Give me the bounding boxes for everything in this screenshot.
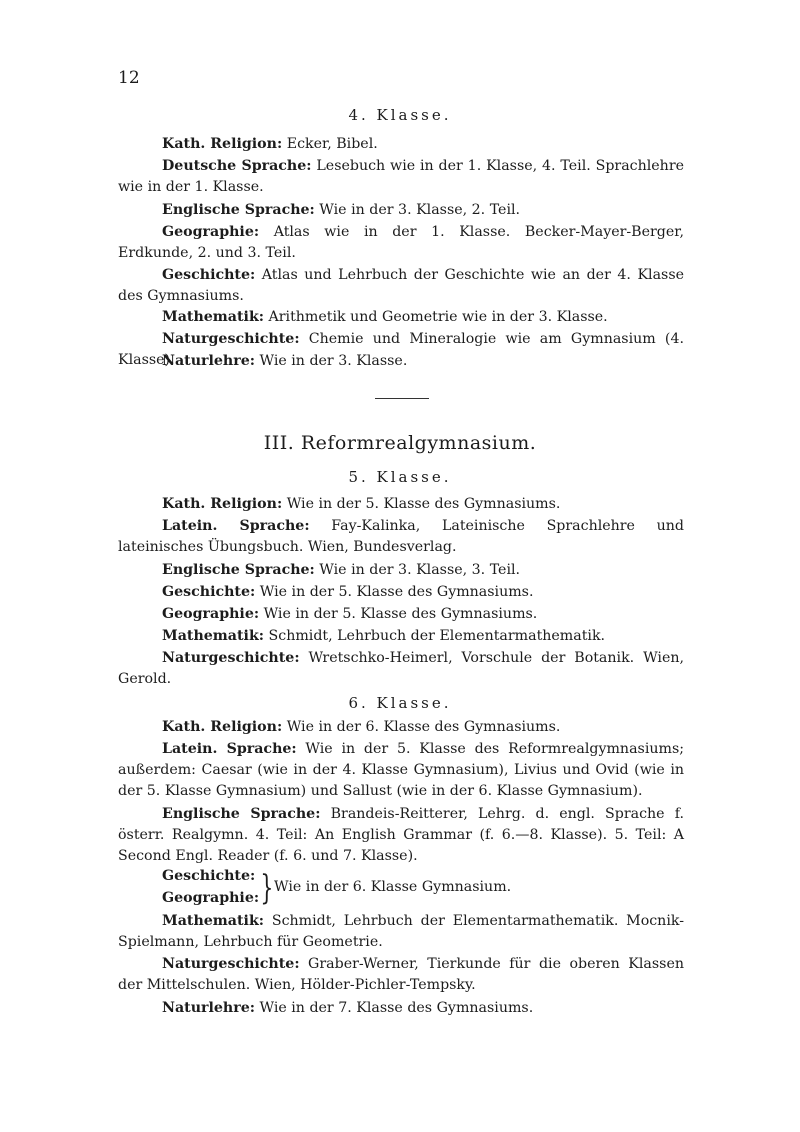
section-divider <box>375 398 429 399</box>
entry-label: Englische Sprache: <box>162 806 321 822</box>
entry-text: Ecker, Bibel. <box>282 136 378 152</box>
entry-text: Wie in der 5. Klasse des Reformrealgymnasiums; außerdem: Caesar (wie in der 4. Klasse Gymnasium), Livius und Ovid (wie in der 5. Klasse Gymnasium) und Sallust (wie in der 6. Klasse Gymnasium). <box>118 741 685 799</box>
entry-naturgeschichte <box>118 954 684 996</box>
entry-text: Wie in der 7. Klasse des Gymnasiums. <box>254 1000 534 1016</box>
entry-text: Lesebuch wie in der 1. Klasse, 4. Teil. Sprachlehre wie in der 1. Klasse. <box>118 158 684 195</box>
entry-label: Englische Sprache: <box>162 202 315 218</box>
entry-geographie <box>118 222 684 264</box>
entry-label: Geographie: <box>162 224 260 240</box>
brace-label-geschichte: Geschichte: <box>162 868 256 884</box>
entry-kath-religion <box>118 717 684 738</box>
entry-label: Naturgeschichte: <box>162 956 300 972</box>
entry-text: Wie in der 5. Klasse des Gymnasiums. <box>282 496 561 512</box>
entry-text: Wie in der 5. Klasse des Gymnasiums. <box>255 584 534 600</box>
entry-label: Deutsche Sprache: <box>162 158 312 174</box>
class-heading-6: 6. Klasse. <box>348 694 452 712</box>
entry-text: Wie in der 3. Klasse, 2. Teil. <box>314 202 521 218</box>
entry-label: Naturgeschichte: <box>162 650 300 666</box>
entry-text: Graber-Werner, Tierkunde für die oberen Klassen der Mittelschulen. Wien, Hölder-Pichler-Tempsky. <box>118 956 684 993</box>
entry-label: Naturlehre: <box>162 353 255 369</box>
entry-naturgeschichte <box>118 648 684 690</box>
entry-text: Wie in der 3. Klasse, 3. Teil. <box>314 562 521 578</box>
entry-naturlehre <box>118 998 684 1019</box>
entry-text: Brandeis-Reitterer, Lehrg. d. engl. Sprache f. österr. Realgymn. 4. Teil: An English Grammar (f. 6.—8. Klasse). 5. Teil: A Second Engl. Reader (f. 6. und 7. Klasse). <box>118 806 684 864</box>
entry-label: Geschichte: <box>162 584 256 600</box>
entry-deutsche-sprache <box>118 156 684 198</box>
entry-text: Schmidt, Lehrbuch der Elementarmathematik. <box>264 628 606 644</box>
class-heading-4: 4. Klasse. <box>348 106 452 124</box>
entry-label: Latein. Sprache: <box>162 741 297 757</box>
entry-text: Fay-Kalinka, Lateinische Sprachlehre und lateinisches Übungsbuch. Wien, Bundesverlag. <box>118 518 685 555</box>
entry-label: Kath. Religion: <box>162 496 283 512</box>
entry-label: Latein. Sprache: <box>162 518 310 534</box>
entry-text: Wie in der 6. Klasse des Gymnasiums. <box>282 719 561 735</box>
entry-englische-sprache <box>118 560 684 581</box>
entry-label: Kath. Religion: <box>162 719 283 735</box>
entry-naturlehre <box>118 351 684 372</box>
brace-label-geographie: Geographie: <box>162 890 260 906</box>
entry-label: Kath. Religion: <box>162 136 283 152</box>
section-title: III. Reformrealgymnasium. <box>263 432 537 454</box>
brace-group <box>162 868 682 912</box>
entry-label: Mathematik: <box>162 309 265 325</box>
entry-mathematik <box>118 911 684 953</box>
entry-text: Wie in der 3. Klasse. <box>254 353 408 369</box>
entry-label: Naturlehre: <box>162 1000 255 1016</box>
entry-label: Geographie: <box>162 606 260 622</box>
entry-label: Geschichte: <box>162 267 256 283</box>
entry-label: Naturgeschichte: <box>162 331 300 347</box>
entry-geographie <box>118 604 684 625</box>
entry-label: Mathematik: <box>162 913 265 929</box>
class-heading-5: 5. Klasse. <box>348 468 452 486</box>
curly-brace: } <box>260 868 274 908</box>
entry-text: Schmidt, Lehrbuch der Elementarmathematik. Mocnik-Spielmann, Lehrbuch für Geometrie. <box>118 913 684 950</box>
entry-label: Mathematik: <box>162 628 265 644</box>
entry-mathematik <box>118 307 684 328</box>
entry-text: Arithmetik und Geometrie wie in der 3. Klasse. <box>264 309 608 325</box>
entry-text: Chemie und Mineralogie wie am Gymnasium (4. Klasse). <box>118 331 684 368</box>
entry-text: Wie in der 5. Klasse des Gymnasiums. <box>259 606 538 622</box>
brace-text: Wie in der 6. Klasse Gymnasium. <box>274 879 512 895</box>
entry-label: Englische Sprache: <box>162 562 315 578</box>
entry-kath-religion <box>118 134 684 155</box>
entry-latein-sprache <box>118 516 684 558</box>
entry-kath-religion <box>118 494 684 515</box>
page-number: 12 <box>118 68 140 88</box>
entry-text: Atlas wie in der 1. Klasse. Becker-Mayer-Berger, Erdkunde, 2. und 3. Teil. <box>118 224 684 261</box>
entry-latein-sprache <box>118 739 684 802</box>
entry-geschichte <box>118 265 684 307</box>
entry-englische-sprache <box>118 200 684 221</box>
entry-geschichte <box>118 582 684 603</box>
entry-englische-sprache <box>118 804 684 867</box>
entry-text: Atlas und Lehrbuch der Geschichte wie an der 4. Klasse des Gymnasiums. <box>118 267 684 304</box>
entry-text: Wretschko-Heimerl, Vorschule der Botanik. Wien, Gerold. <box>118 650 684 687</box>
entry-mathematik <box>118 626 684 647</box>
